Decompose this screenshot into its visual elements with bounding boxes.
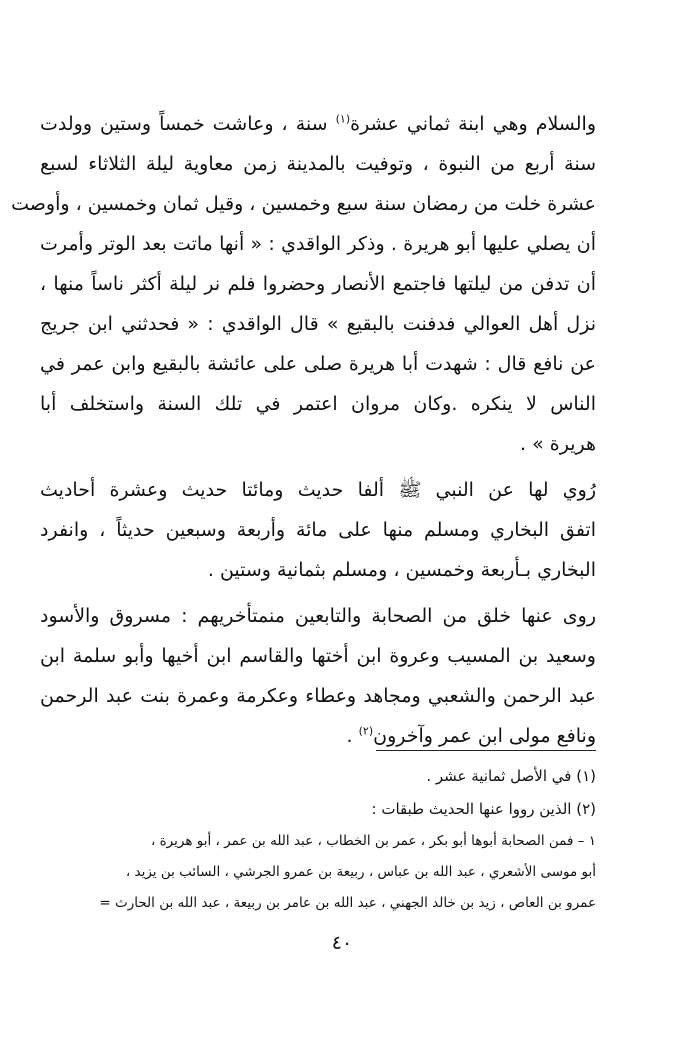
page-number: ٤٠ — [331, 932, 353, 954]
text-line: رُوي لها عن النبي ﷺ ألفا حديث ومائتا حديث وعشرة أحاديث — [40, 479, 596, 501]
footnote-ref: (٢) — [358, 724, 374, 738]
text-segment: ونافع مولى ابن عمر وآخرون — [373, 725, 596, 747]
text-line: الناس لا ينكره .وكان مروان اعتمر في تلك السنة واستخلف أبا — [40, 393, 596, 415]
footnote-line: ١ – فمن الصحابة أبوها أبو بكر ، عمر بن الخطاب ، عبد الله بن عمر ، أبو هريرة ، — [150, 833, 596, 849]
main-text — [11, 104, 596, 756]
text-line: هريرة » . — [520, 433, 596, 455]
text-line: عبد الرحمن والشعبي ومجاهد وعطاء وعكرمة وعمرة بنت عبد الرحمن — [40, 685, 596, 707]
text-line: عشرة خلت من رمضان سنة سبع وخمسين ، وقيل ثمان وخمسين ، وأوصت — [11, 193, 596, 215]
text-line: البخاري بـأربعة وخمسين ، ومسلم بثمانية وستين . — [207, 559, 596, 581]
footnote-line: أبو موسى الأشعري ، عبد الله بن عباس ، ربيعة بن عمرو الجرشي ، السائب بن يزيد ، — [125, 864, 596, 880]
text-segment: سنة ، وعاشت خمساً وستين وولدت — [40, 113, 336, 135]
footnotes — [40, 760, 596, 919]
footnote-divider — [376, 750, 596, 751]
footnote: (٢) الذين رووا عنها الحديث طبقات : — [371, 800, 596, 818]
text-line — [40, 104, 596, 144]
text-line: اتفق البخاري ومسلم منها على مائة وأربعة وسبعين حديثاً ، وانفرد — [40, 519, 596, 541]
footnote: (١) في الأصل ثمانية عشر . — [426, 767, 596, 785]
footnote-ref: (١) — [335, 112, 351, 126]
text-line: وسعيد بن المسيب وعروة ابن أختها والقاسم ابن أخيها وأبو سلمة ابن — [40, 645, 596, 667]
text-line: سنة أربع من النبوة ، وتوفيت بالمدينة زمن معاوية ليلة الثلاثاء لسبع — [40, 153, 596, 175]
text-line: عن نافع قال : شهدت أبا هريرة صلى على عائشة بالبقيع وابن عمر في — [40, 353, 596, 375]
text-line: روى عنها خلق من الصحابة والتابعين منمتأخريهم : مسروق والأسود — [40, 605, 596, 627]
text-line: أن يصلي عليها أبو هريرة . وذكر الواقدي : « أنها ماتت بعد الوتر وأمرت — [40, 233, 596, 255]
text-segment: . — [346, 725, 359, 747]
text-segment: والسلام وهي ابنة ثماني عشرة — [350, 113, 596, 135]
footnote-line: عمرو بن العاص ، زيد بن خالد الجهني ، عبد الله بن عامر بن ربيعة ، عبد الله بن الحارث = — [99, 895, 596, 911]
text-line: نزل أهل العوالي فدفنت بالبقيع » قال الواقدي : « فحدثني ابن جريج — [40, 313, 596, 335]
text-line: أن تدفن من ليلتها فاجتمع الأنصار وحضروا فلم نر ليلة أكثر ناساً منها ، — [40, 273, 596, 295]
